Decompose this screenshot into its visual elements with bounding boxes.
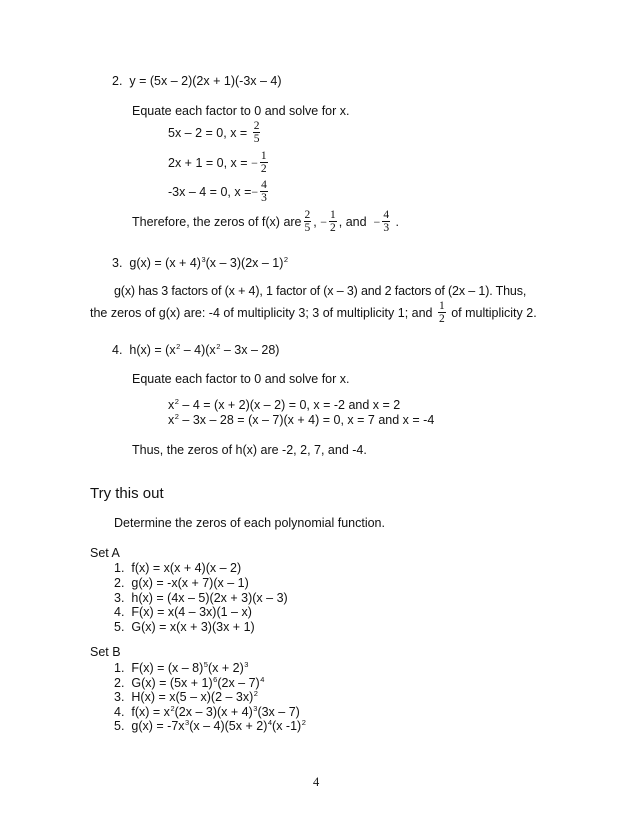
- fraction: $\frac{4}{3}$: [261, 179, 267, 204]
- list-item: 3. h(x) = (4x – 5)(2x + 3)(x – 3): [114, 591, 288, 605]
- problem-3-explanation-line-1: g(x) has 3 factors of (x + 4), 1 factor of (x – 3) and 2 factors of (2x – 1). Thus,: [114, 284, 527, 298]
- list-item: 1. f(x) = x(x + 4)(x – 2): [114, 561, 242, 575]
- problem-2-equation: 2. y = (5x – 2)(2x + 1)(-3x – 4): [112, 74, 282, 88]
- fraction: $\frac{4}{3}$: [383, 209, 390, 234]
- problem-2-instruction: Equate each factor to 0 and solve for x.: [132, 104, 350, 118]
- list-item: 5. $g(x) = -7x^3(x - 4)(5x + 2)^4(x$ -1)$^2$: [114, 718, 306, 733]
- fraction: $\frac{1}{2}$: [260, 150, 267, 175]
- list-item: 4. F(x) = x(4 – 3x)(1 – x): [114, 605, 252, 619]
- problem-4-step-1: $x^2 - 4 = (x + 2)(x - 2) = 0$, x = -2 and x = 2: [168, 397, 401, 412]
- fraction: $\frac{2}{5}$: [253, 120, 260, 145]
- try-instruction: Determine the zeros of each polynomial function.: [114, 516, 385, 530]
- set-a-title: Set A: [90, 546, 120, 560]
- section-heading: Try this out: [90, 485, 164, 502]
- list-item: 2. g(x) = -x(x + 7)(x – 1): [114, 576, 249, 590]
- problem-2-conclusion: Therefore, the zeros of f(x) are $\frac{2}{5}$ , − $\frac{1}{2}$ , and − $\frac{4}{3}$ .: [132, 209, 400, 234]
- page-number: 4: [313, 775, 320, 789]
- list-item: 3. H(x) = x(5 – x)(2 – 3x)$^2$: [114, 689, 258, 704]
- problem-4-instruction: Equate each factor to 0 and solve for x.: [132, 372, 350, 386]
- fraction: $\frac{1}{2}$: [330, 209, 336, 234]
- list-item: 4. $f(x) = x^2(2x - 3)(x + 4)^3(3x - 7)$: [114, 704, 300, 719]
- problem-3-equation: 3. $g(x) = (x + 4)^3(x - 3)(2x - 1)^2$: [112, 255, 289, 270]
- problem-4-conclusion: Thus, the zeros of h(x) are -2, 2, 7, and -4.: [132, 443, 367, 457]
- fraction: $\frac{2}{5}$: [304, 209, 311, 234]
- problem-2-step-2: 2x + 1 = 0, x = − $\frac{1}{2}$: [168, 150, 267, 175]
- problem-3-explanation-line-2: the zeros of g(x) are: -4 of multiplicity 3; 3 of multiplicity 1; and $\frac{1}{2}$ of multiplicity 2.: [90, 300, 537, 325]
- problem-2-step-1: 5x – 2 = 0, x = $\frac{2}{5}$: [168, 120, 260, 145]
- list-item: 1. $F(x) = (x - 8)^5(x + 2)^3$: [114, 660, 249, 675]
- problem-2-step-3: -3x – 4 = 0, x =− $\frac{4}{3}$: [168, 179, 267, 204]
- problem-4-step-2: $x^2 - 3x - 28 = (x - 7)(x + 4) = 0$, x = 7 and x = -4: [168, 412, 435, 427]
- list-item: 2. $G(x) = (5x + 1)^6(2x - 7)^4$: [114, 675, 265, 690]
- fraction: $\frac{1}{2}$: [438, 300, 445, 325]
- list-item: 5. G(x) = x(x + 3)(3x + 1): [114, 620, 255, 634]
- set-b-title: Set B: [90, 645, 121, 659]
- problem-4-equation: 4. $h(x) = (x^2 - 4)(x^2 - 3x - 28)$: [112, 342, 280, 357]
